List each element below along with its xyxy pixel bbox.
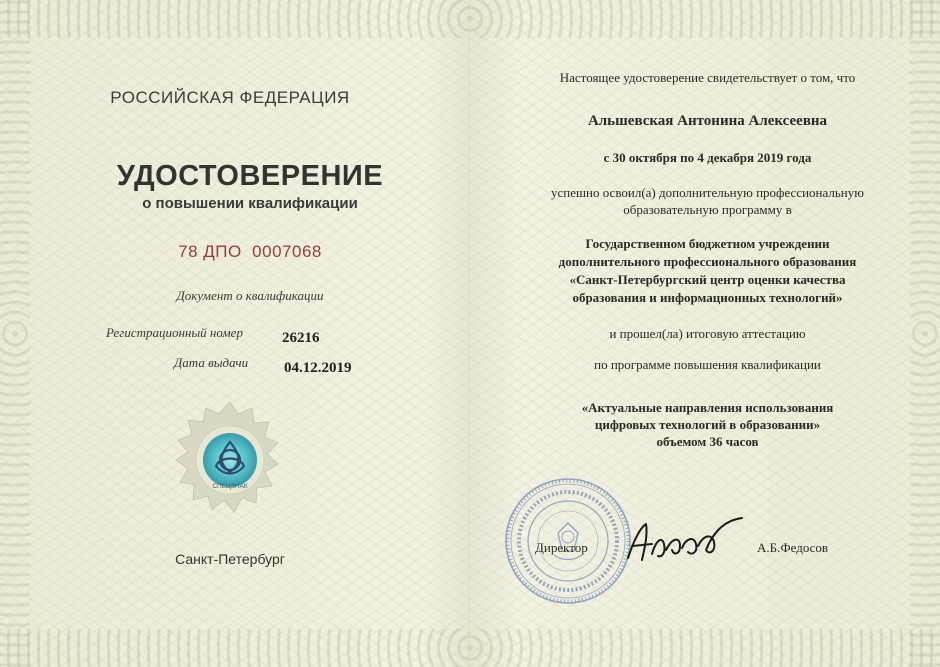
program-hours: объемом 36 часов [656, 434, 759, 449]
document-title: УДОСТОВЕРЕНИЕ [116, 160, 384, 192]
serial-number: 78 ДПО 0007068 [178, 242, 322, 261]
program-title-line-2: цифровых технологий в образовании» [594, 417, 821, 432]
registration-number-label: Регистрационный номер [106, 325, 243, 340]
hologram-seal-icon [168, 400, 292, 524]
completion-line-2: образовательную программу в [623, 202, 792, 217]
institution-line-1: Государственном бюджетном учреждении [585, 236, 830, 251]
page-fold [469, 0, 471, 667]
guilloche-border-left [0, 0, 30, 667]
institution-line-3: «Санкт-Петербургский центр оценки качества [569, 272, 846, 287]
program-title-line-1: «Актуальные направления использования [581, 400, 834, 415]
document-kind: Документ о квалификации [176, 288, 324, 303]
issue-date-label: Дата выдачи [174, 355, 249, 370]
document-subtitle: о повышении квалификации [142, 195, 358, 212]
city-name: Санкт-Петербург [175, 551, 285, 567]
institution-line-2: дополнительного профессионального образования [558, 254, 857, 269]
director-signature-icon [622, 510, 752, 570]
director-name: А.Б.Федосов [757, 540, 829, 555]
program-intro: по программе повышения квалификации [594, 357, 821, 372]
registration-number-value: 26216 [282, 330, 320, 346]
director-label: Директор [535, 540, 588, 555]
recipient-name: Альшевская Антонина Алексеевна [587, 113, 828, 129]
country-heading: РОССИЙСКАЯ ФЕДЕРАЦИЯ [110, 88, 350, 107]
institution-line-4: образования и информационных технологий» [572, 290, 843, 305]
completion-line-1: успешно освоил(а) дополнительную профессиональную [551, 185, 864, 200]
attestation-text: и прошел(ла) итоговую аттестацию [609, 326, 806, 341]
issue-date-value: 04.12.2019 [284, 360, 352, 376]
study-period: с 30 октября по 4 декабря 2019 года [603, 150, 812, 165]
intro-text: Настоящее удостоверение свидетельствует о том, что [559, 70, 856, 85]
hologram-label: СПЕЦЗНАК [212, 483, 248, 490]
